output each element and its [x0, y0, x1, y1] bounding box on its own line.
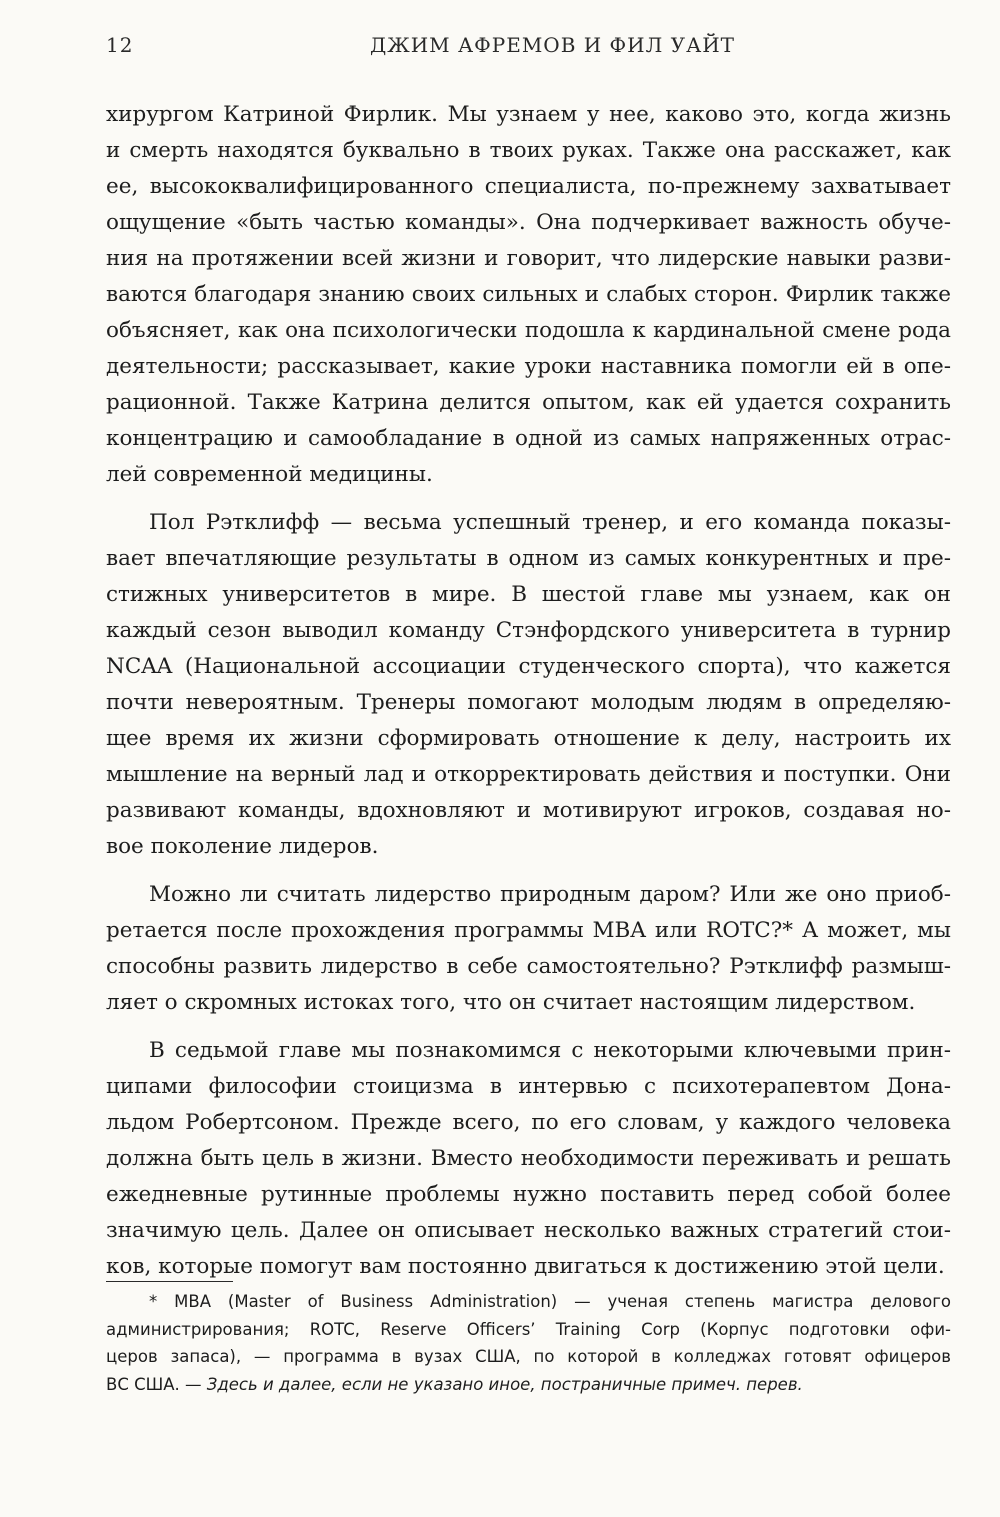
- text-line: лей современной медицины.: [106, 462, 433, 487]
- footnote-line: [106, 1371, 951, 1399]
- text-line: ощущение «быть частью команды». Она подчеркивает важность обуче-: [106, 210, 951, 235]
- text-line: В седьмой главе мы познакомимся с некоторыми ключевыми прин-: [149, 1038, 951, 1063]
- text-line: ляет о скромных истоках того, что он считает настоящим лидерством.: [106, 990, 916, 1015]
- text-line: должна быть цель в жизни. Вместо необходимости переживать и решать: [106, 1146, 951, 1171]
- running-title: ДЖИМ АФРЕМОВ И ФИЛ УАЙТ: [370, 33, 736, 57]
- text-line: Можно ли считать лидерство природным даром? Или же оно приоб-: [149, 882, 951, 907]
- text-line: щее время их жизни сформировать отношение к делу, настроить их: [106, 726, 951, 751]
- text-line: ципами философии стоицизма в интервью с психотерапевтом Дона-: [106, 1074, 951, 1099]
- text-line: ее, высококвалифицированного специалиста, по-прежнему захватывает: [106, 174, 951, 199]
- footnote: [106, 1288, 951, 1398]
- footnote-line: церов запаса), — программа в вузах США, по которой в колледжах готовят офицеров: [106, 1347, 951, 1366]
- paragraph-ratcliffe: [106, 505, 951, 865]
- text-line: концентрацию и самообладание в одной из самых напряженных отрас-: [106, 426, 951, 451]
- text-line: NCAA (Национальной ассоциации студенческого спорта), что кажется: [106, 654, 951, 679]
- text-line: способны развить лидерство в себе самостоятельно? Рэтклифф размыш-: [106, 954, 951, 979]
- text-line: мышление на верный лад и откорректировать действия и поступки. Они: [106, 762, 951, 787]
- text-line: и смерть находятся буквально в твоих руках. Также она расскажет, как: [106, 138, 951, 163]
- text-line: объясняет, как она психологически подошла к кардинальной смене рода: [106, 318, 951, 343]
- text-line: хирургом Катриной Фирлик. Мы узнаем у нее, каково это, когда жизнь: [106, 102, 951, 127]
- footnote-line: * MBA (Master of Business Administration) — ученая степень магистра делового: [149, 1292, 951, 1311]
- paragraph-firlik: [106, 97, 951, 493]
- running-header: [106, 28, 949, 62]
- text-line: ваются благодаря знанию своих сильных и слабых сторон. Фирлик также: [106, 282, 951, 307]
- text-line: развивают команды, вдохновляют и мотивируют игроков, создавая но-: [106, 798, 951, 823]
- text-line: вое поколение лидеров.: [106, 834, 379, 859]
- page-number: 12: [106, 33, 134, 57]
- footnote-line: администрирования; ROTC, Reserve Officers’ Training Corp (Корпус подготовки офи-: [106, 1319, 951, 1339]
- text-line: почти невероятным. Тренеры помогают молодым людям в определяю-: [106, 690, 951, 715]
- paragraph-stoicism: [106, 1033, 951, 1285]
- text-line: каждый сезон выводил команду Стэнфордского университета в турнир: [106, 618, 951, 643]
- text-line: вает впечатляющие результаты в одном из самых конкурентных и пре-: [106, 546, 951, 571]
- text-line: ежедневные рутинные проблемы нужно поставить перед собой более: [106, 1182, 951, 1207]
- text-line: деятельности; рассказывает, какие уроки наставника помогли ей в опе-: [106, 354, 951, 379]
- text-line: ния на протяжении всей жизни и говорит, что лидерские навыки разви-: [106, 246, 951, 271]
- paragraph-leadership: [106, 877, 951, 1021]
- text-line: стижных университетов в мире. В шестой главе мы узнаем, как он: [106, 582, 951, 607]
- footnote-italic-note: Здесь и далее, если не указано иное, постраничные примеч. перев.: [206, 1374, 803, 1394]
- footnote-text: ВС США. —: [106, 1374, 207, 1394]
- body-text: [106, 97, 951, 1297]
- footnote-divider: [106, 1281, 233, 1282]
- text-line: Пол Рэтклифф — весьма успешный тренер, и его команда показы-: [149, 510, 951, 535]
- text-line: льдом Робертсоном. Прежде всего, по его словам, у каждого человека: [106, 1110, 951, 1135]
- text-line: ретается после прохождения программы MBA или ROTC?* А может, мы: [106, 918, 951, 943]
- text-line: рационной. Также Катрина делится опытом, как ей удается сохранить: [106, 390, 951, 415]
- text-line: значимую цель. Далее он описывает несколько важных стратегий стои-: [106, 1218, 951, 1243]
- text-line: ков, которые помогут вам постоянно двигаться к достижению этой цели.: [106, 1254, 945, 1279]
